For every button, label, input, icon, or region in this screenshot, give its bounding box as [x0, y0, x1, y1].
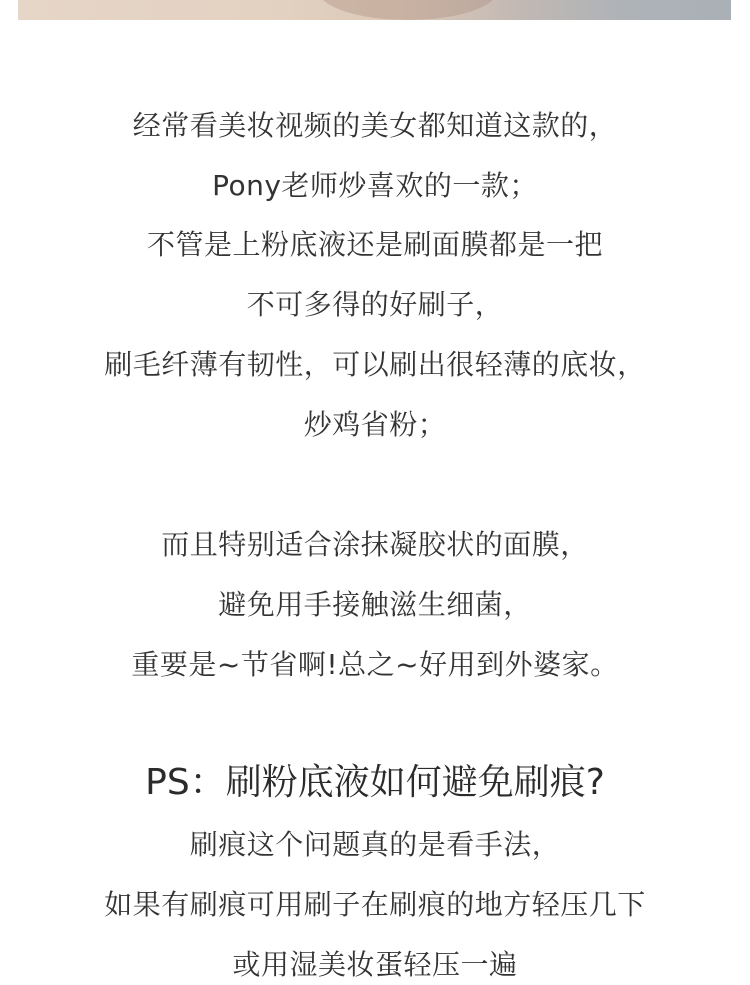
intro-line-1: 经常看美妆视频的美女都知道这款的， [132, 109, 618, 142]
second-line-3: 重要是~节省啊!总之~好用到外婆家。 [131, 648, 619, 681]
second-line-1: 而且特别适合涂抹凝胶状的面膜， [161, 528, 589, 561]
intro-line-2: Pony老师炒喜欢的一款； [212, 169, 538, 202]
second-line-2: 避免用手接触滋生细菌， [218, 588, 532, 621]
intro-line-3: 不管是上粉底液还是刷面膜都是一把 [146, 228, 603, 261]
intro-line-5: 刷毛纤薄有韧性，可以刷出很轻薄的底妆， [104, 348, 646, 381]
ps-line-1: 刷痕这个问题真的是看手法， [189, 828, 561, 861]
ps-heading: PS：刷粉底液如何避免刷痕? [145, 762, 605, 803]
ps-line-3: 或用湿美妆蛋轻压一遍 [232, 948, 518, 981]
intro-line-6: 炒鸡省粉； [303, 408, 447, 441]
product-photo-bottom-edge [18, 0, 731, 20]
ps-line-2: 如果有刷痕可用刷子在刷痕的地方轻压几下 [104, 888, 646, 921]
photo-shadow [318, 0, 498, 20]
intro-line-4: 不可多得的好刷子， [246, 288, 504, 321]
